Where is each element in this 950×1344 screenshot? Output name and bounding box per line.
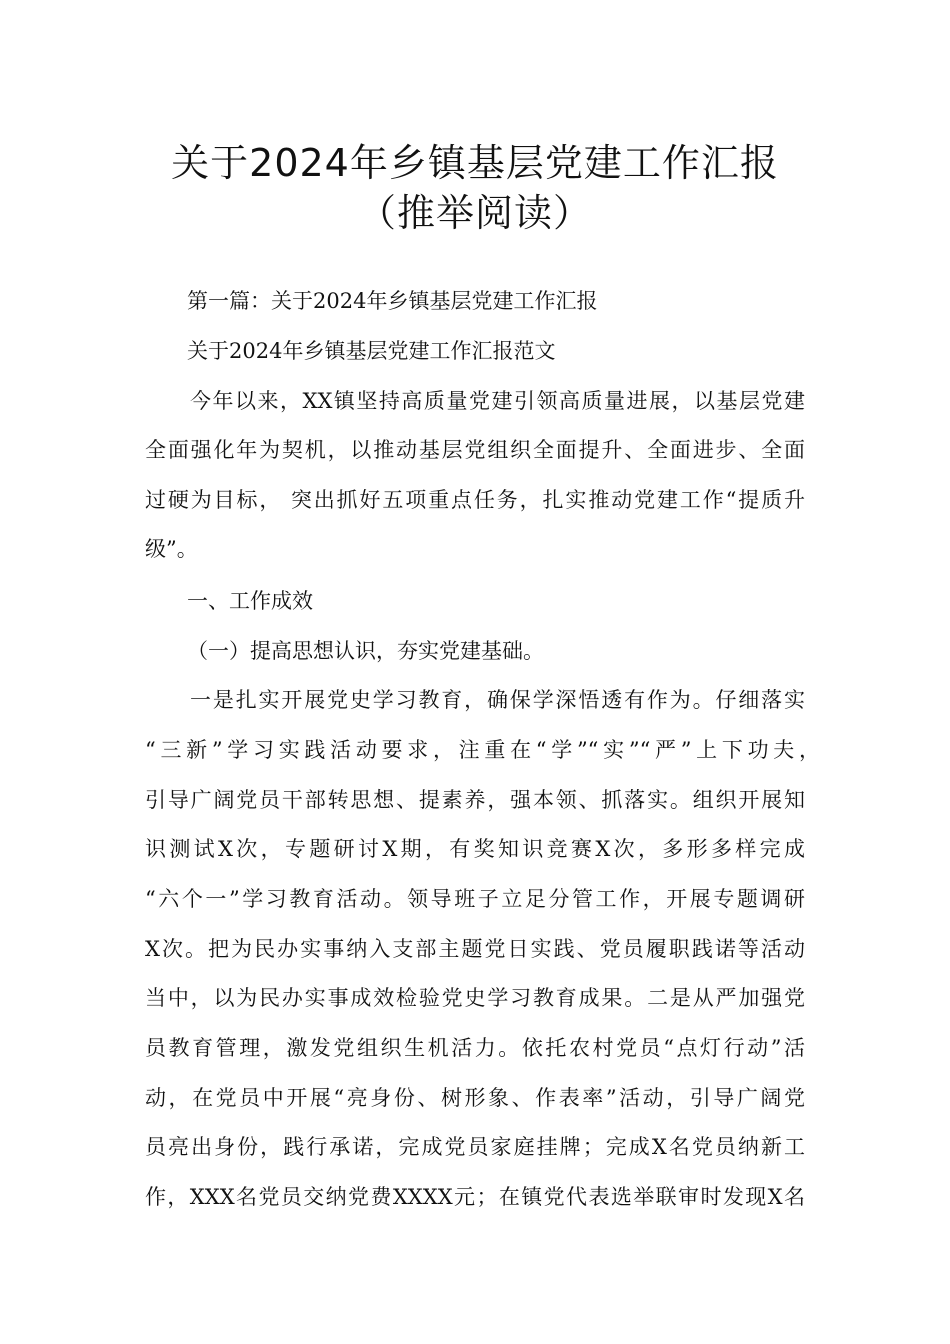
body-line: 识测试X次，专题研讨X期，有奖知识竞赛X次，多形多样完成 (145, 837, 805, 861)
body-line: 动，在党员中开展“亮身份、树形象、作表率”活动，引导广阔党 (145, 1086, 805, 1110)
intro-line: 级”。 (145, 537, 198, 561)
section-heading: 一、工作成效 (187, 589, 313, 613)
body-line: “六个一”学习教育活动。领导班子立足分管工作，开展专题调研 (145, 887, 805, 911)
body-line: 当中，以为民办实事成效检验党史学习教育成果。二是从严加强党 (145, 986, 805, 1010)
sample-heading: 关于2024年乡镇基层党建工作汇报范文 (187, 339, 556, 363)
first-part-heading: 第一篇：关于2024年乡镇基层党建工作汇报 (187, 289, 598, 313)
document-title: 关于2024年乡镇基层党建工作汇报 (171, 141, 779, 185)
intro-line: 过硬为目标， 突出抓好五项重点任务，扎实推动党建工作“提质升 (145, 488, 805, 512)
intro-line: 今年以来，XX镇坚持高质量党建引领高质量进展，以基层党建 (190, 389, 805, 413)
body-line: X次。把为民办实事纳入支部主题党日实践、党员履职践诺等活动 (145, 937, 805, 961)
body-line: 一是扎实开展党史学习教育，确保学深悟透有作为。仔细落实 (190, 688, 805, 712)
body-line: 引导广阔党员干部转思想、提素养，强本领、抓落实。组织开展知 (145, 788, 805, 812)
body-line: 员亮出身份，践行承诺，完成党员家庭挂牌；完成X名党员纳新工 (145, 1135, 805, 1159)
document-subtitle: （推举阅读） (357, 191, 592, 235)
body-line: “三新”学习实践活动要求，注重在“学”“实”“严”上下功夫， (145, 738, 820, 762)
body-line: 作，XXX名党员交纳党费XXXX元；在镇党代表选举联审时发现X名 (145, 1185, 805, 1209)
subsection-heading: （一）提高思想认识，夯实党建基础。 (187, 639, 544, 663)
body-line: 员教育管理，激发党组织生机活力。依托农村党员“点灯行动”活 (145, 1036, 805, 1060)
intro-line: 全面强化年为契机，以推动基层党组织全面提升、全面进步、全面 (145, 438, 805, 462)
